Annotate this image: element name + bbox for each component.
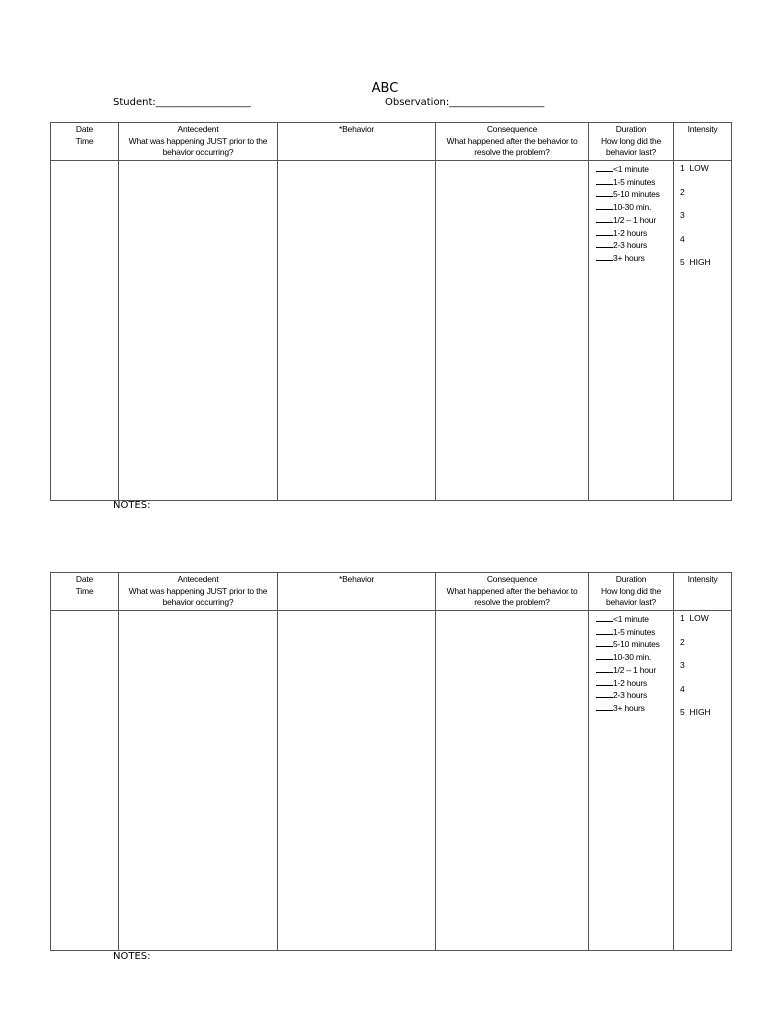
intensity-options	[674, 161, 731, 281]
duration-options	[589, 161, 673, 265]
intensity-cell[interactable]	[674, 611, 732, 951]
duration-option[interactable]: 1/2 – 1 hour	[596, 664, 673, 677]
intensity-option[interactable]: 1 LOW	[680, 613, 709, 623]
duration-option[interactable]: 5-10 minutes	[596, 638, 673, 651]
intensity-header: Intensity	[674, 123, 732, 161]
duration-cell[interactable]	[589, 161, 674, 501]
form-title: ABC	[371, 81, 399, 96]
date-time-header: Date Time	[51, 123, 119, 161]
intensity-option[interactable]: 4	[680, 233, 685, 244]
duration-option[interactable]: <1 minute	[596, 613, 673, 626]
duration-option[interactable]: 1-2 hours	[596, 227, 673, 240]
antecedent-header: Antecedent What was happening JUST prior to the behavior occurring?	[119, 123, 278, 161]
abc-table-2	[50, 572, 732, 951]
date-time-header: Date Time	[51, 573, 119, 611]
duration-option[interactable]: 2-3 hours	[596, 689, 673, 702]
duration-option[interactable]: 1-5 minutes	[596, 626, 673, 639]
duration-option[interactable]: 2-3 hours	[596, 239, 673, 252]
duration-header: Duration How long did the behavior last?	[589, 123, 674, 161]
date-time-cell[interactable]	[51, 611, 119, 951]
intensity-option[interactable]: 3	[680, 660, 685, 670]
duration-option[interactable]: 1/2 – 1 hour	[596, 214, 673, 227]
observation-field[interactable]: Observation:___________________	[385, 97, 545, 108]
header-row	[51, 573, 732, 611]
abc-table-1	[50, 122, 732, 501]
duration-option[interactable]: 5-10 minutes	[596, 188, 673, 201]
consequence-header: Consequence What happened after the behavior to resolve the problem?	[436, 573, 589, 611]
date-time-cell[interactable]	[51, 161, 119, 501]
intensity-option[interactable]: 4	[680, 683, 685, 694]
intensity-option[interactable]: 5 HIGH	[680, 707, 711, 717]
duration-option[interactable]: 10-30 min.	[596, 201, 673, 214]
intensity-option[interactable]: 2	[680, 186, 685, 197]
antecedent-header: Antecedent What was happening JUST prior to the behavior occurring?	[119, 573, 278, 611]
duration-cell[interactable]	[589, 611, 674, 951]
duration-option[interactable]: 3+ hours	[596, 702, 673, 715]
intensity-header: Intensity	[674, 573, 732, 611]
consequence-header: Consequence What happened after the behavior to resolve the problem?	[436, 123, 589, 161]
intensity-cell[interactable]	[674, 161, 732, 501]
behavior-header: *Behavior	[278, 573, 436, 611]
student-field[interactable]: Student:___________________	[113, 97, 251, 108]
antecedent-cell[interactable]	[119, 611, 278, 951]
entry-row	[51, 611, 732, 951]
behavior-cell[interactable]	[278, 161, 436, 501]
notes-label: NOTES:	[113, 500, 151, 511]
intensity-option[interactable]: 3	[680, 210, 685, 220]
header-row	[51, 123, 732, 161]
duration-option[interactable]: <1 minute	[596, 163, 673, 176]
intensity-option[interactable]: 1 LOW	[680, 163, 709, 173]
intensity-option[interactable]: 5 HIGH	[680, 257, 711, 267]
consequence-cell[interactable]	[436, 611, 589, 951]
duration-header: Duration How long did the behavior last?	[589, 573, 674, 611]
entry-row	[51, 161, 732, 501]
antecedent-cell[interactable]	[119, 161, 278, 501]
intensity-option[interactable]: 2	[680, 636, 685, 647]
consequence-cell[interactable]	[436, 161, 589, 501]
duration-options	[589, 611, 673, 715]
behavior-cell[interactable]	[278, 611, 436, 951]
duration-option[interactable]: 1-5 minutes	[596, 176, 673, 189]
duration-option[interactable]: 3+ hours	[596, 252, 673, 265]
notes-label: NOTES:	[113, 951, 151, 962]
duration-option[interactable]: 10-30 min.	[596, 651, 673, 664]
intensity-options	[674, 611, 731, 731]
behavior-header: *Behavior	[278, 123, 436, 161]
duration-option[interactable]: 1-2 hours	[596, 677, 673, 690]
